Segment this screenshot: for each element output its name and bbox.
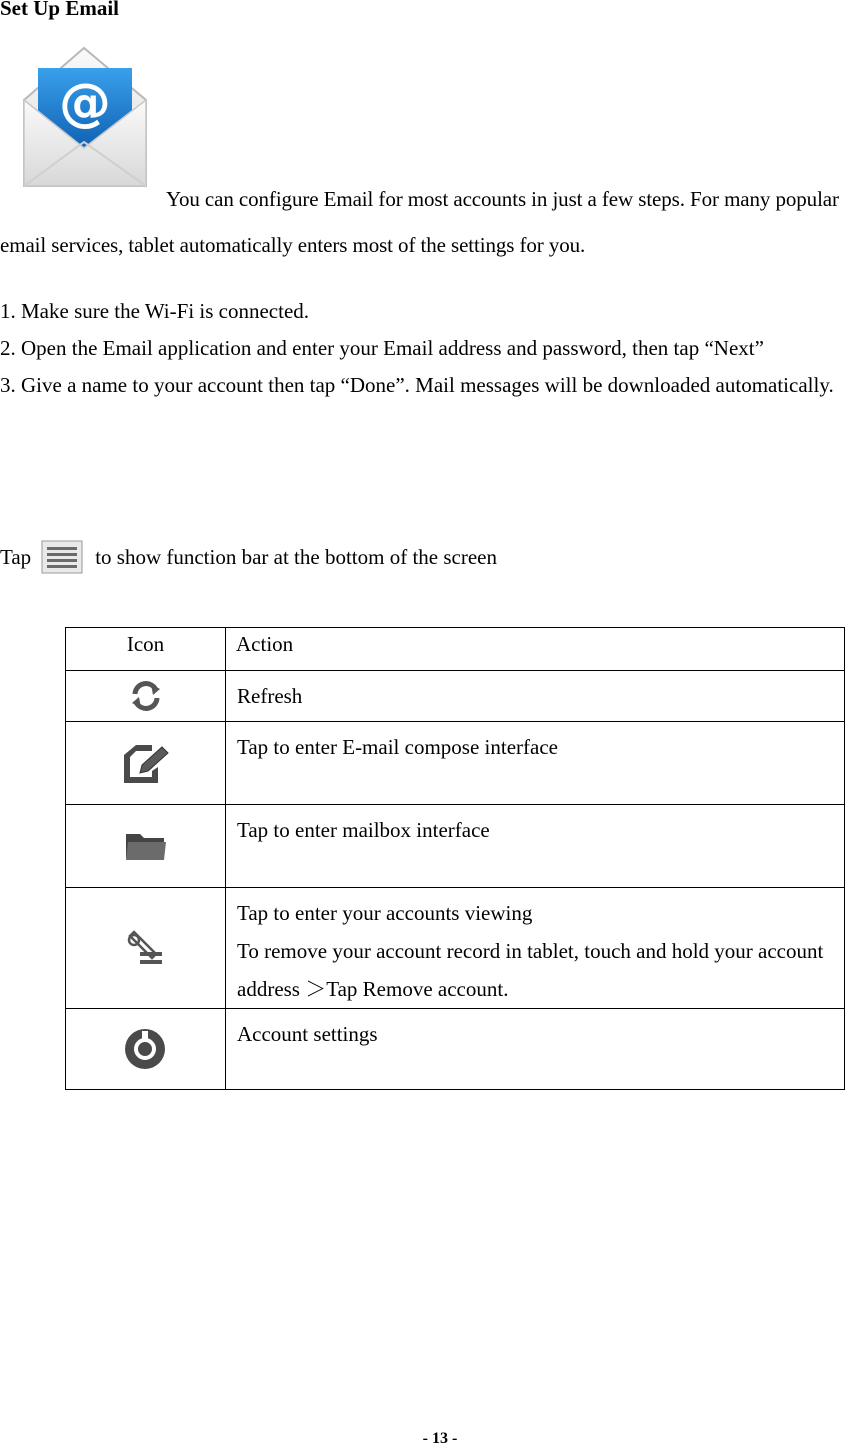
icon-cell [66,1009,226,1090]
settings-icon [124,1027,168,1071]
icon-action-table [65,627,845,1090]
refresh-icon [129,680,163,712]
step-item: 2. Open the Email application and enter your Email address and password, then tap “Next” [0,336,764,360]
folder-icon [124,830,168,862]
action-line: Tap to enter your accounts viewing [237,901,533,925]
step-item: 3. Give a name to your account then tap “Done”. Mail messages will be downloaded automatically. [0,373,834,397]
icon-cell [66,722,226,805]
table-header-row [66,628,845,671]
step-item: 1. Make sure the Wi-Fi is connected. [0,299,310,323]
accounts-icon [126,930,166,966]
table-row [66,722,845,805]
tap-description: to show function bar at the bottom of the screen [95,544,497,569]
page-heading: Set Up Email [0,0,120,20]
svg-text:@: @ [59,73,111,133]
icon-cell [66,805,226,888]
action-cell: Tap to enter E-mail compose interface [226,722,845,805]
page-number: - 13 - [422,1430,458,1447]
icon-cell [66,888,226,1009]
table-row [66,1009,845,1090]
action-cell: Account settings [226,1009,845,1090]
action-cell: Refresh [226,671,845,722]
table-row [66,671,845,722]
intro-paragraph: You can configure Email for most accounts in just a few steps. For many popular email services, tablet automatically enters most of the settings for you. [0,187,839,257]
table-row [66,805,845,888]
action-cell [226,888,845,1009]
steps-list [0,293,848,404]
action-cell: Tap to enter mailbox interface [226,805,845,888]
compose-icon [122,743,170,783]
tap-word: Tap [0,544,32,569]
icon-cell [66,671,226,722]
menu-icon [41,540,83,574]
header-icon: Icon [66,628,226,671]
tap-instruction [0,540,497,574]
header-action: Action [226,628,845,671]
email-app-icon [10,40,158,198]
action-note: To remove your account record in tablet, touch and hold your account address ＞Tap Remove account. [237,939,824,1001]
table-row [66,888,845,1009]
